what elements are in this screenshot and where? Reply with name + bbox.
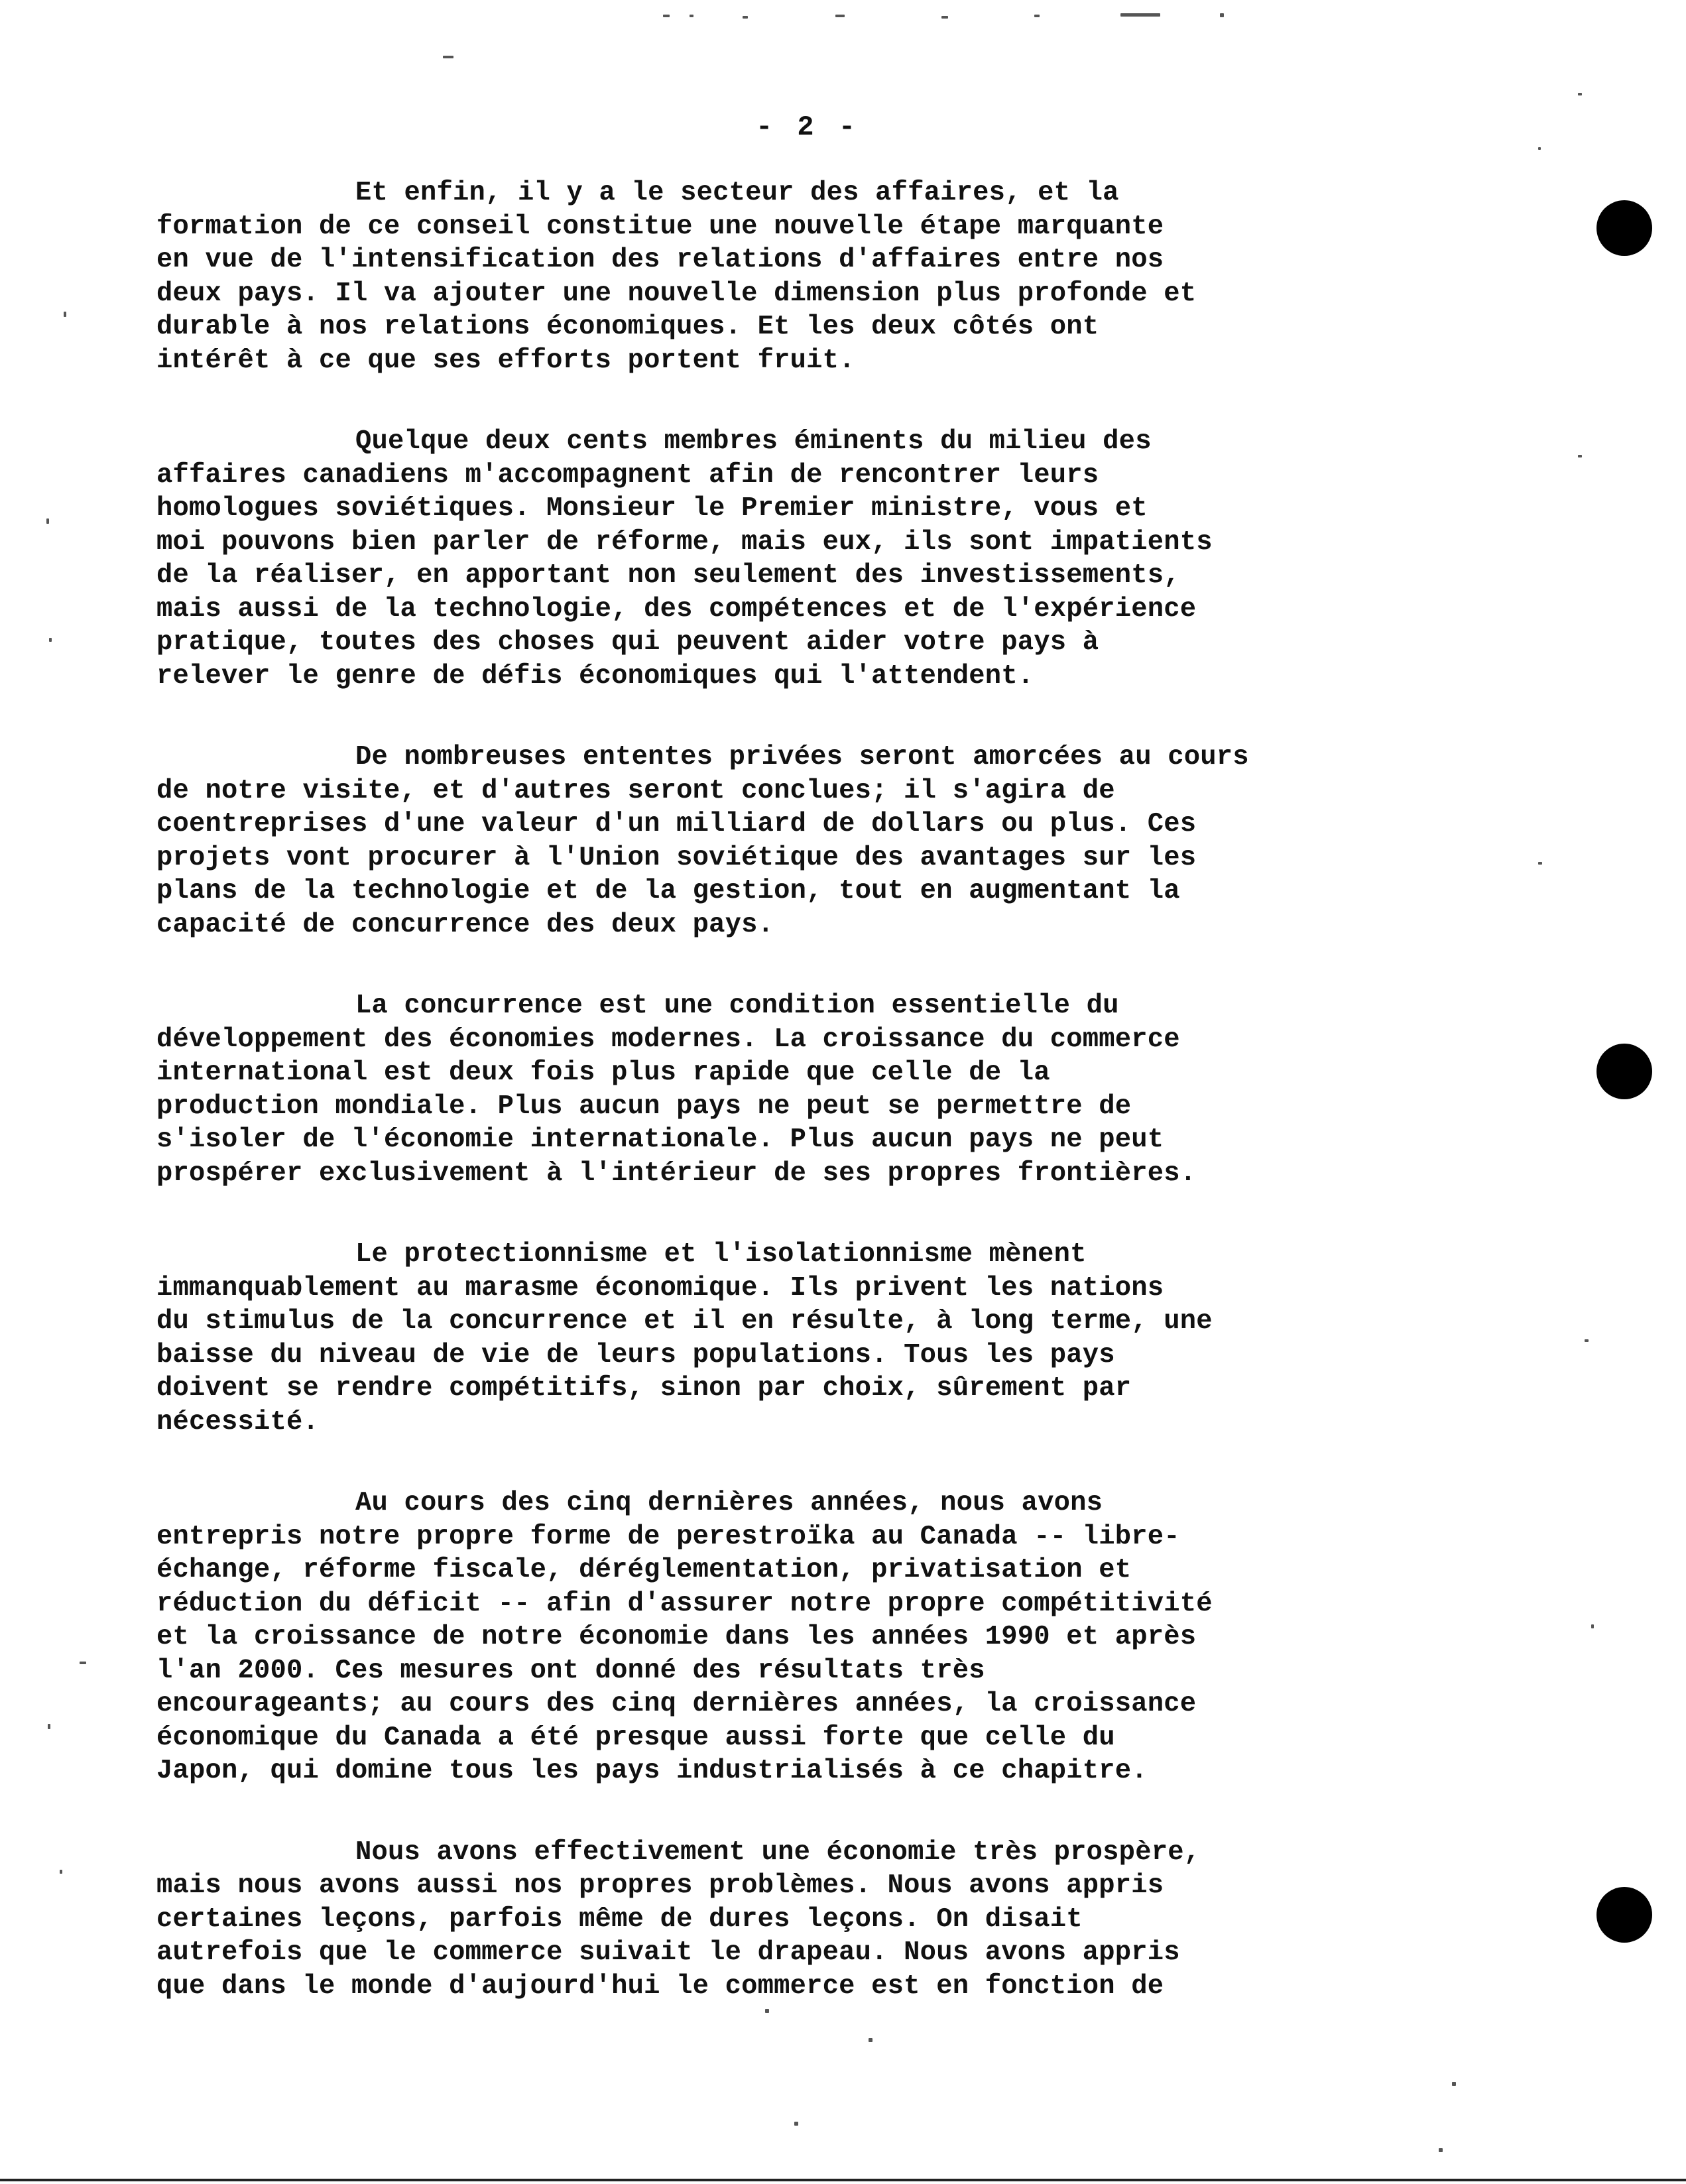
paragraph-3: De nombreuses ententes privées seront amorcées au cours de notre visite, et d'autres seront conclues; il s'agira de coentreprises d'une valeur d'un milliard de dollars ou plus. Ces projets vont procurer à l'Union soviétique des avantages sur les plans de la technologie et de la gestion, tout en augmentant la capacité de concurrence des deux pays. [156,742,1249,940]
paragraph-1: Et enfin, il y a le secteur des affaires, et la formation de ce conseil constitue une nouvelle étape marquante en vue de l'intensification des relations d'affaires entre nos deux pays. Il va ajouter une nouvelle dimension plus profonde et durable à nos relations économiques. Et les deux côtés ont intérêt à ce que ses efforts portent fruit. [156,178,1197,376]
scan-speck [1591,1624,1594,1628]
scan-speck [794,2122,798,2126]
scan-speck [1439,2148,1443,2152]
scan-speck [46,518,49,524]
scan-speck [941,16,948,19]
scan-speck [64,312,66,317]
punch-hole [1596,1044,1652,1099]
paragraph-5: Le protectionnisme et l'isolationnisme mènent immanquablement au marasme économique. Ils privent les nations du stimulus de la concurrence et il en résulte, à long terme, une baisse du niveau de vie de leurs populations. Tous les pays doivent se rendre compétitifs, sinon par choix, sûrement par nécessité. [156,1239,1213,1437]
scan-speck [1585,1339,1589,1342]
scan-speck [60,1870,62,1874]
scan-speck [49,638,52,642]
scan-speck [663,15,670,17]
body-text [156,176,1502,2051]
scan-speck [1120,13,1160,17]
scan-speck [690,15,693,17]
scan-speck [80,1662,86,1664]
scan-speck [743,16,748,19]
scan-edge-line [0,2179,1686,2181]
scan-speck [1578,93,1582,95]
paragraph-4: La concurrence est une condition essentielle du développement des économies modernes. La croissance du commerce international est deux fois plus rapide que celle de la production mondiale. Plus aucun pays ne peut se permettre de s'isoler de l'économie internationale. Plus aucun pays ne peut prospérer exclusivement à l'intérieur de ses propres frontières. [156,991,1197,1189]
paragraph-6: Au cours des cinq dernières années, nous avons entrepris notre propre forme de perestroïka au Canada -- libre- échange, réforme fiscale, déréglementation, privatisation et réduction du déficit -- afin d'assurer notre propre compétitivité et la croissance de notre économie dans les années 1990 et après l'an 2000. Ces mesures ont donné des résultats très encourageants; au cours des cinq dernières années, la croissance économique du Canada a été presque aussi forte que celle du Japon, qui domine tous les pays industrialisés à ce chapitre. [156,1488,1213,1786]
scan-speck [1578,455,1582,457]
paragraph-2: Quelque deux cents membres éminents du milieu des affaires canadiens m'accompagnent afin de rencontrer leurs homologues soviétiques. Monsieur le Premier ministre, vous et moi pouvons bien parler de réforme, mais eux, ils sont impatients de la réaliser, en apportant non seulement des investissements, mais aussi de la technologie, des compétences et de l'expérience pratique, toutes des choses qui peuvent aider votre pays à relever le genre de défis économiques qui l'attendent. [156,426,1213,692]
punch-hole [1596,1887,1652,1943]
page-number: - 2 - [756,111,860,143]
scan-speck [1452,2082,1456,2086]
scan-speck [1538,862,1542,865]
scan-speck [765,2009,769,2013]
scan-speck [1538,147,1541,150]
scan-speck [48,1724,50,1729]
scan-speck [1220,13,1224,17]
scan-speck [1034,15,1040,17]
paragraph-7: Nous avons effectivement une économie très prospère, mais nous avons aussi nos propres problèmes. Nous avons appris certaines leçons, parfois même de dures leçons. On disait autrefois que le commerce suivait le drapeau. Nous avons appris que dans le monde d'aujourd'hui le commerce est en fonction de [156,1837,1201,2002]
punch-hole [1596,200,1652,256]
scan-speck [869,2038,873,2042]
scan-speck [835,15,845,17]
scan-speck [443,56,453,58]
